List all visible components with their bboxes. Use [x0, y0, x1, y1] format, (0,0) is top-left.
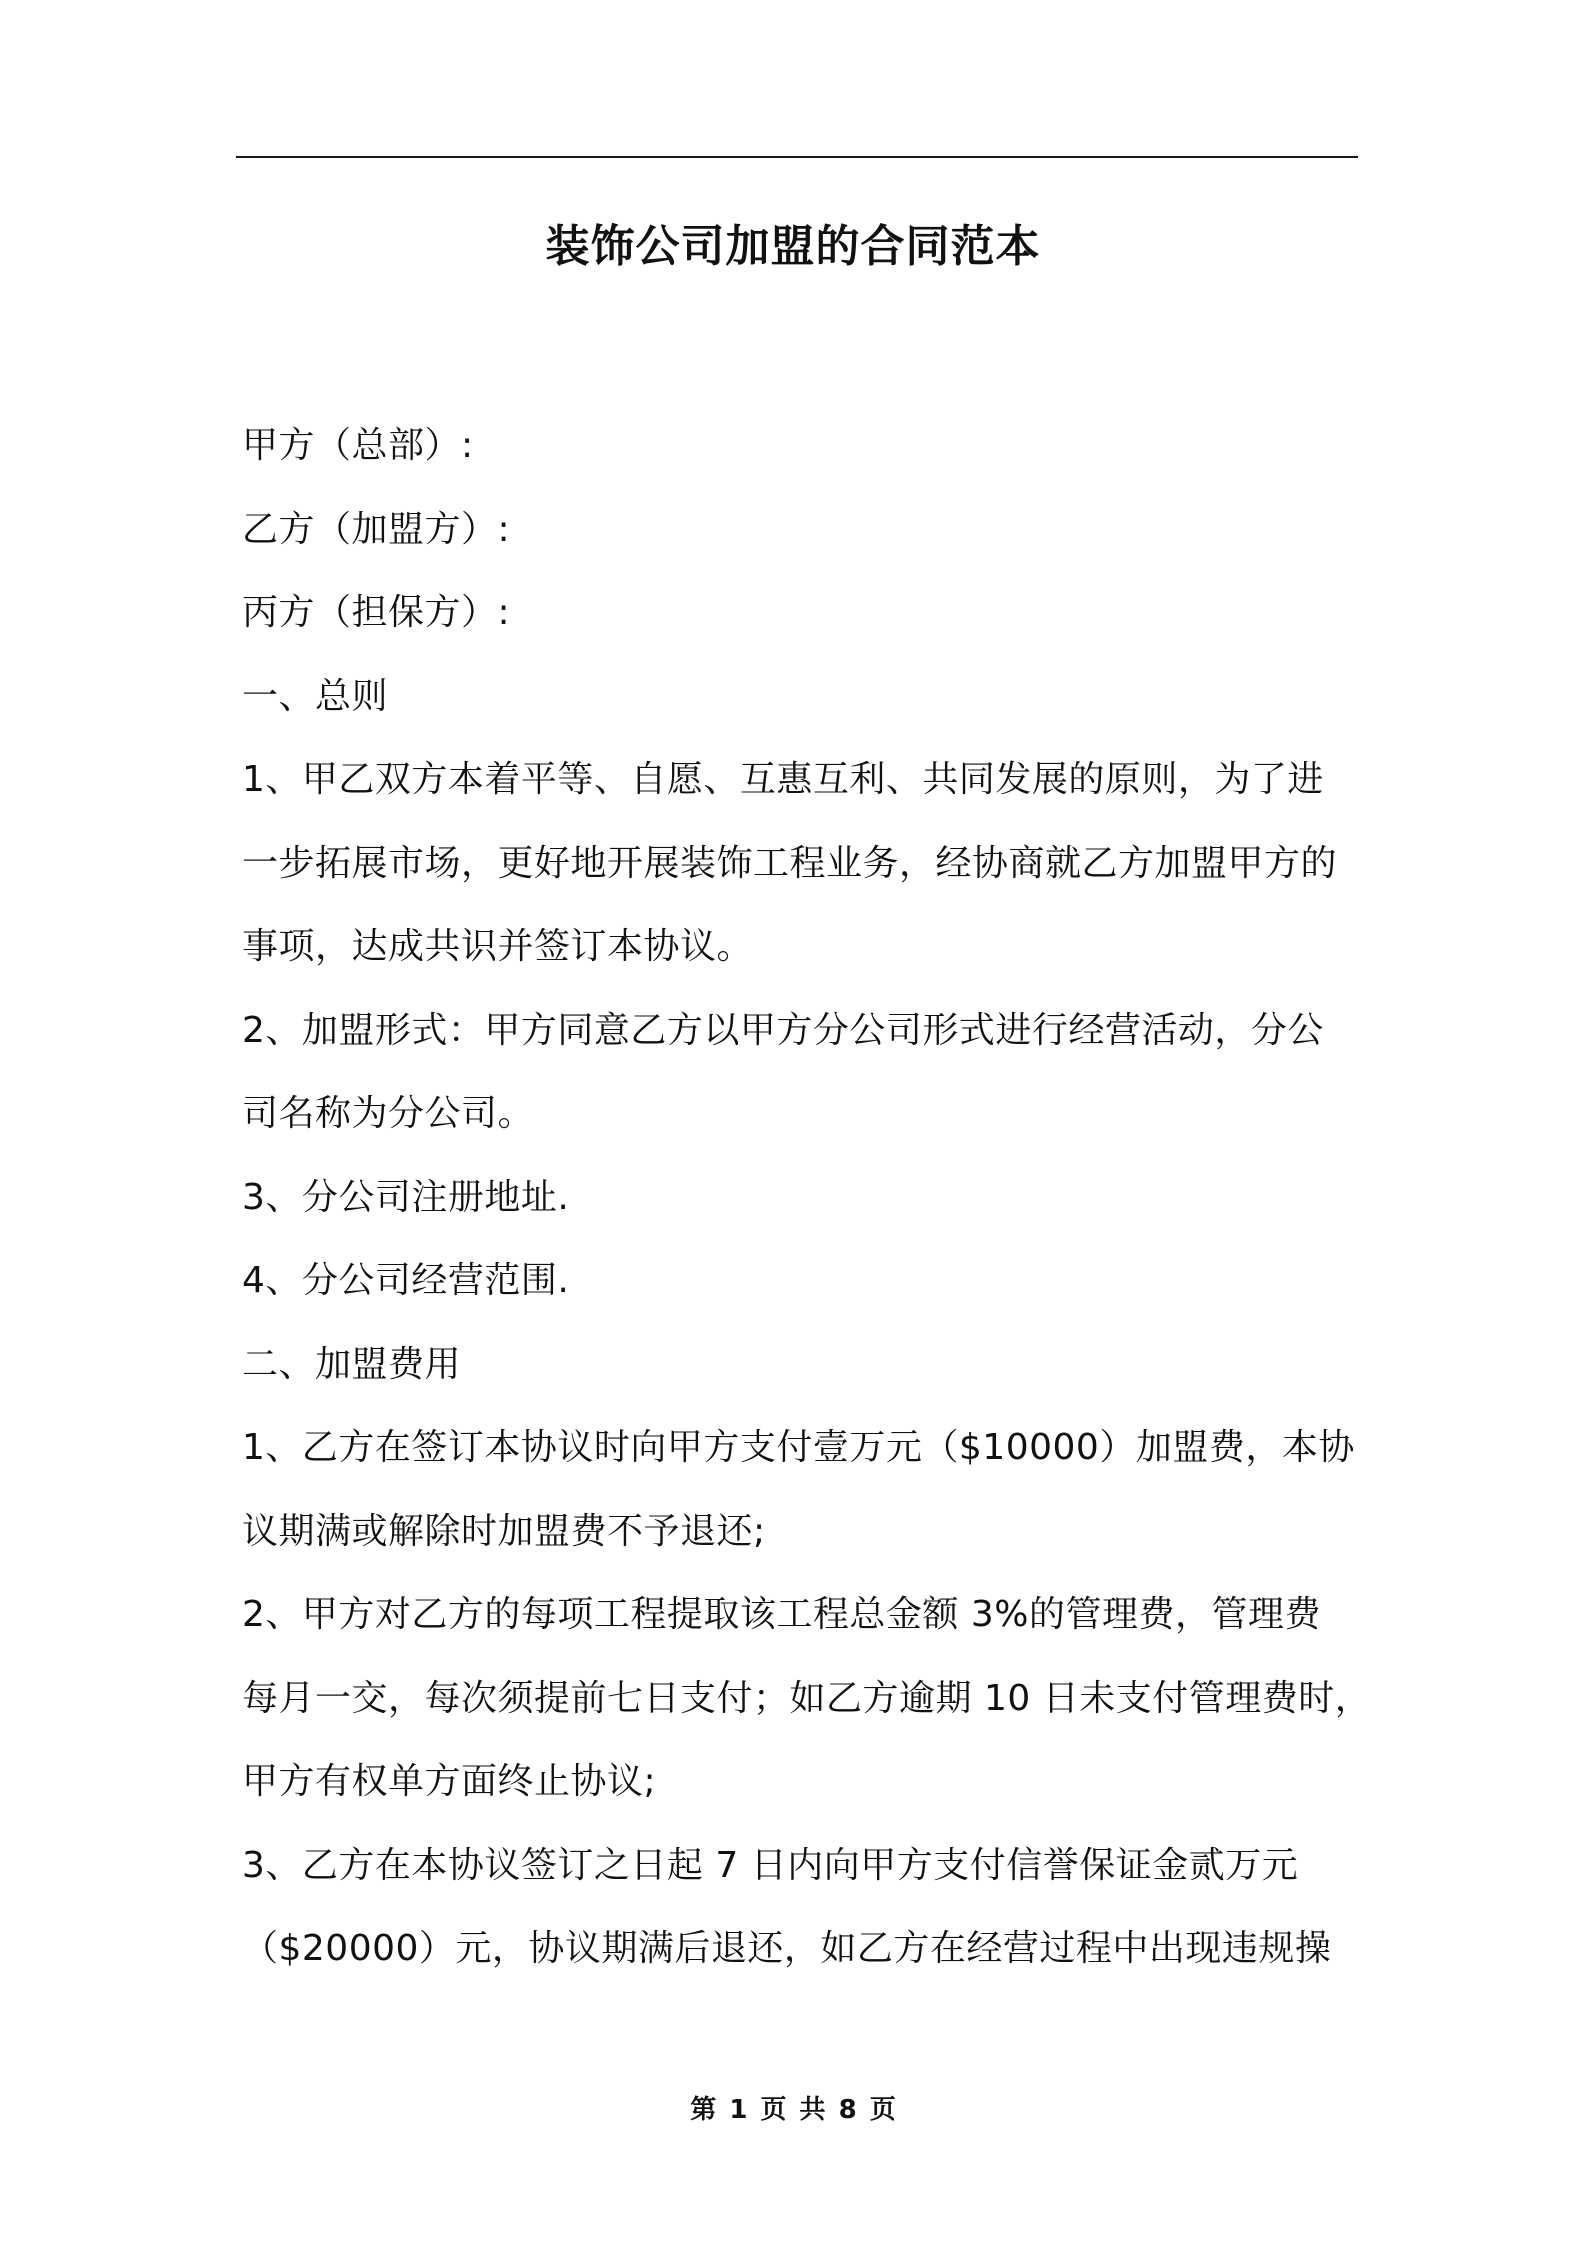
body-line: 议期满或解除时加盟费不予退还;	[242, 1510, 766, 1552]
body-line: 4、分公司经营范围.	[242, 1260, 570, 1301]
party-b-line: 乙方（加盟方）:	[242, 508, 511, 550]
section-heading-general: 一、总则	[242, 675, 389, 717]
document-title: 装饰公司加盟的合同范本	[545, 221, 1041, 272]
body-line: 2、加盟形式：甲方同意乙方以甲方分公司形式进行经营活动，分公	[242, 1009, 1324, 1051]
contract-body	[242, 404, 1372, 1991]
body-line: 甲方有权单方面终止协议;	[242, 1761, 657, 1802]
header-rule	[236, 156, 1358, 158]
section-heading-fees: 二、加盟费用	[242, 1343, 462, 1385]
page-number-footer: 第 1 页 共 8 页	[690, 2095, 896, 2125]
body-line: 事项，达成共识并签订本协议。	[242, 926, 754, 967]
body-line: （$20000）元，协议期满后退还，如乙方在经营过程中出现违规操	[242, 1928, 1332, 1969]
body-line: 一步拓展市场，更好地开展装饰工程业务，经协商就乙方加盟甲方的	[242, 842, 1338, 884]
body-line: 每月一交，每次须提前七日支付；如乙方逾期 10 日未支付管理费时，	[242, 1677, 1372, 1719]
body-line: 3、乙方在本协议签订之日起 7 日内向甲方支付信誉保证金贰万元	[242, 1844, 1299, 1886]
body-line: 1、乙方在签订本协议时向甲方支付壹万元（$10000）加盟费，本协	[242, 1427, 1355, 1468]
party-a-line: 甲方（总部）:	[242, 425, 474, 466]
body-line: 司名称为分公司。	[242, 1093, 535, 1134]
body-line: 2、甲方对乙方的每项工程提取该工程总金额 3%的管理费，管理费	[242, 1594, 1321, 1635]
party-c-line: 丙方（担保方）:	[242, 592, 511, 633]
body-line: 1、甲乙双方本着平等、自愿、互惠互利、共同发展的原则，为了进	[242, 759, 1324, 800]
body-line: 3、分公司注册地址.	[242, 1176, 570, 1218]
